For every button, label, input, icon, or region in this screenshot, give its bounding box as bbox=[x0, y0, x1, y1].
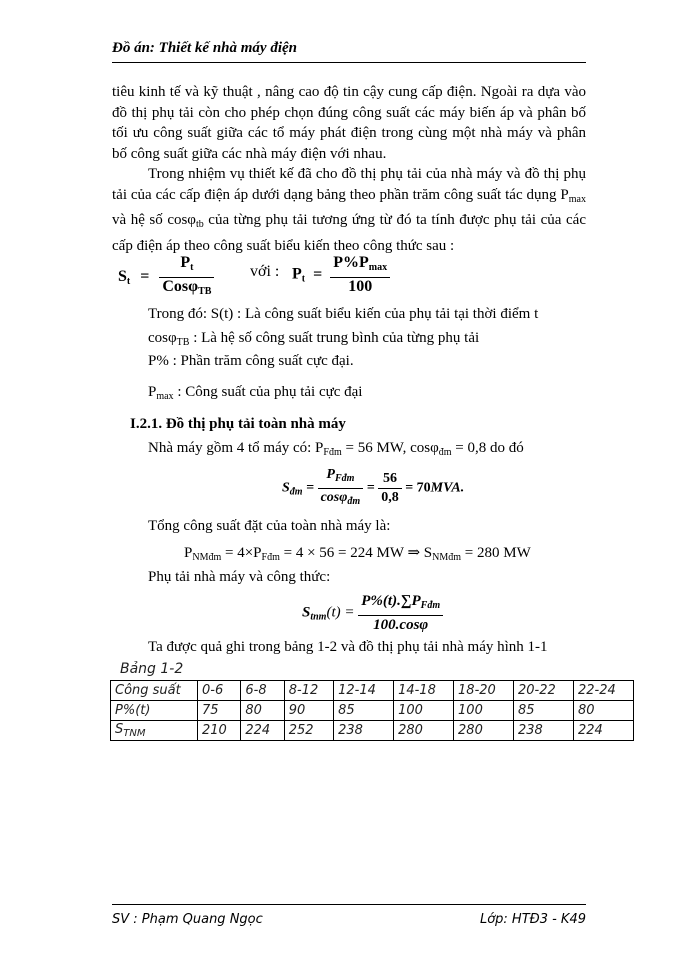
table-cell: 85 bbox=[514, 701, 574, 721]
table-header-cell: 14-18 bbox=[394, 681, 454, 701]
table-caption: Bảng 1-2 bbox=[120, 661, 184, 677]
formula-st-fraction: $\frac{P_t}{Cos\varphi_{TB}}$ bbox=[159, 254, 214, 301]
intro-paragraph: tiêu kinh tế và kỹ thuật , nâng cao độ tin cậy cung cấp điện. Ngoài ra dựa vào đồ thị phụ tải còn cho phép chọn đúng công suất các máy biến áp và phân bố tối ưu công suất giữa các tổ máy phát điện trong cùng một nhà máy và phân bố công suất giữa các nhà máy điện với nhau. bbox=[112, 84, 586, 162]
definition-pmax: $P_{max}$ : Công suất của phụ tải cực đại bbox=[148, 384, 363, 402]
footer-rule bbox=[112, 904, 586, 905]
formula-stnm: $S_{tnm}(t)$ = $\frac{P\%(t).\sum P_{Fđm}}{100.\cos\varphi}$ bbox=[302, 592, 443, 634]
section-heading: I.2.1. Đồ thị phụ tải toàn nhà máy bbox=[130, 416, 346, 432]
table-header-cell: 12-14 bbox=[334, 681, 394, 701]
formula-sdm: $S_{đm}$ = $\frac{P_{Fđm}}{\cos\varphi_{đm}}$ = $\frac{56}{0,8}$ = 70MVA. bbox=[282, 466, 464, 511]
table-cell: 90 bbox=[284, 701, 333, 721]
table-reference-text: Ta được quả ghi trong bảng 1-2 và đồ thị phụ tải nhà máy hình 1-1 bbox=[148, 639, 548, 655]
definition-cos: cosφ$_{TB}$ : Là hệ số công suất trung bình của từng phụ tải bbox=[148, 330, 480, 348]
formula-sdm-fraction1: $\frac{P_{Fđm}}{\cos\varphi_{đm}}$ bbox=[318, 466, 364, 511]
table-header-cell: 6-8 bbox=[241, 681, 284, 701]
table-cell: 80 bbox=[573, 701, 633, 721]
method-paragraph: Trong nhiệm vụ thiết kế đã cho đồ thị phụ tải của nhà máy và đồ thị phụ tải của các cấp điện áp dưới dạng bảng theo phần trăm công suất tác dụng $P_{max}$ và hệ số cosφ$_{tb}$ của từng phụ tải tương ứng từ đó ta tính được phụ tải của các cấp điện áp theo công suất biểu kiến theo công thức sau : bbox=[112, 166, 586, 254]
definition-st: Trong đó: S(t) : Là công suất biểu kiến của phụ tải tại thời điểm t bbox=[148, 306, 539, 322]
load-table bbox=[110, 680, 634, 741]
formula-sdm-fraction2: $\frac{56}{0,8}$ bbox=[378, 470, 402, 507]
table-cell: 238 bbox=[334, 721, 394, 741]
total-capacity-label: Tổng công suất đặt của toàn nhà máy là: bbox=[148, 518, 391, 534]
formula-pnm: $P_{NMđm} = 4\times P_{Fđm} = 4 \times 56 = 224$ MW ⇒ $S_{NMđm} = 280$ MW bbox=[184, 545, 531, 563]
table-cell: 100 bbox=[394, 701, 454, 721]
table-row-label: P%(t) bbox=[111, 701, 198, 721]
header-rule bbox=[112, 62, 586, 63]
footer-class: Lớp: HTĐ3 - K49 bbox=[479, 912, 586, 927]
table-header-cell: 8-12 bbox=[284, 681, 333, 701]
table-cell: 252 bbox=[284, 721, 333, 741]
table-cell: 280 bbox=[394, 721, 454, 741]
formula-with-label: với : bbox=[250, 263, 280, 280]
table-cell: 238 bbox=[514, 721, 574, 741]
table-cell: 100 bbox=[454, 701, 514, 721]
table-cell: 80 bbox=[241, 701, 284, 721]
footer-student: SV : Phạm Quang Ngọc bbox=[112, 912, 263, 927]
table-cell: 85 bbox=[334, 701, 394, 721]
table-header-cell: 20-22 bbox=[514, 681, 574, 701]
table-row-label: $S_{TNM}$ bbox=[111, 721, 198, 741]
table-header-label: Công suất bbox=[111, 681, 198, 701]
table-cell: 210 bbox=[198, 721, 241, 741]
document-header-title: Đồ án: Thiết kế nhà máy điện bbox=[112, 40, 298, 56]
table-header-row bbox=[111, 681, 634, 701]
formula-pt: $P_t$ = $\frac{P\%P_{max}}{100}$ bbox=[292, 254, 390, 296]
table-cell: 224 bbox=[573, 721, 633, 741]
table-header-cell: 18-20 bbox=[454, 681, 514, 701]
table-cell: 224 bbox=[241, 721, 284, 741]
formula-pt-fraction: $\frac{P\%P_{max}}{100}$ bbox=[330, 254, 390, 296]
table-header-cell: 0-6 bbox=[198, 681, 241, 701]
table-row-stnm bbox=[111, 721, 634, 741]
table-cell: 280 bbox=[454, 721, 514, 741]
table-cell: 75 bbox=[198, 701, 241, 721]
plant-load-label: Phụ tải nhà máy và công thức: bbox=[148, 569, 331, 585]
definition-p-percent: P% : Phần trăm công suất cực đại. bbox=[148, 353, 354, 369]
formula-stnm-fraction: $\frac{P\%(t).\sum P_{Fđm}}{100.\cos\varphi}$ bbox=[358, 592, 443, 634]
plant-description: Nhà máy gồm 4 tổ máy có: $P_{Fđm} = 56$ MW, cosφ$_{đm}$ = 0,8 do đó bbox=[148, 440, 524, 458]
formula-st: $S_t$ = $\frac{P_t}{Cos\varphi_{TB}}$ bbox=[118, 254, 214, 301]
table-header-cell: 22-24 bbox=[573, 681, 633, 701]
table-row-p-percent bbox=[111, 701, 634, 721]
